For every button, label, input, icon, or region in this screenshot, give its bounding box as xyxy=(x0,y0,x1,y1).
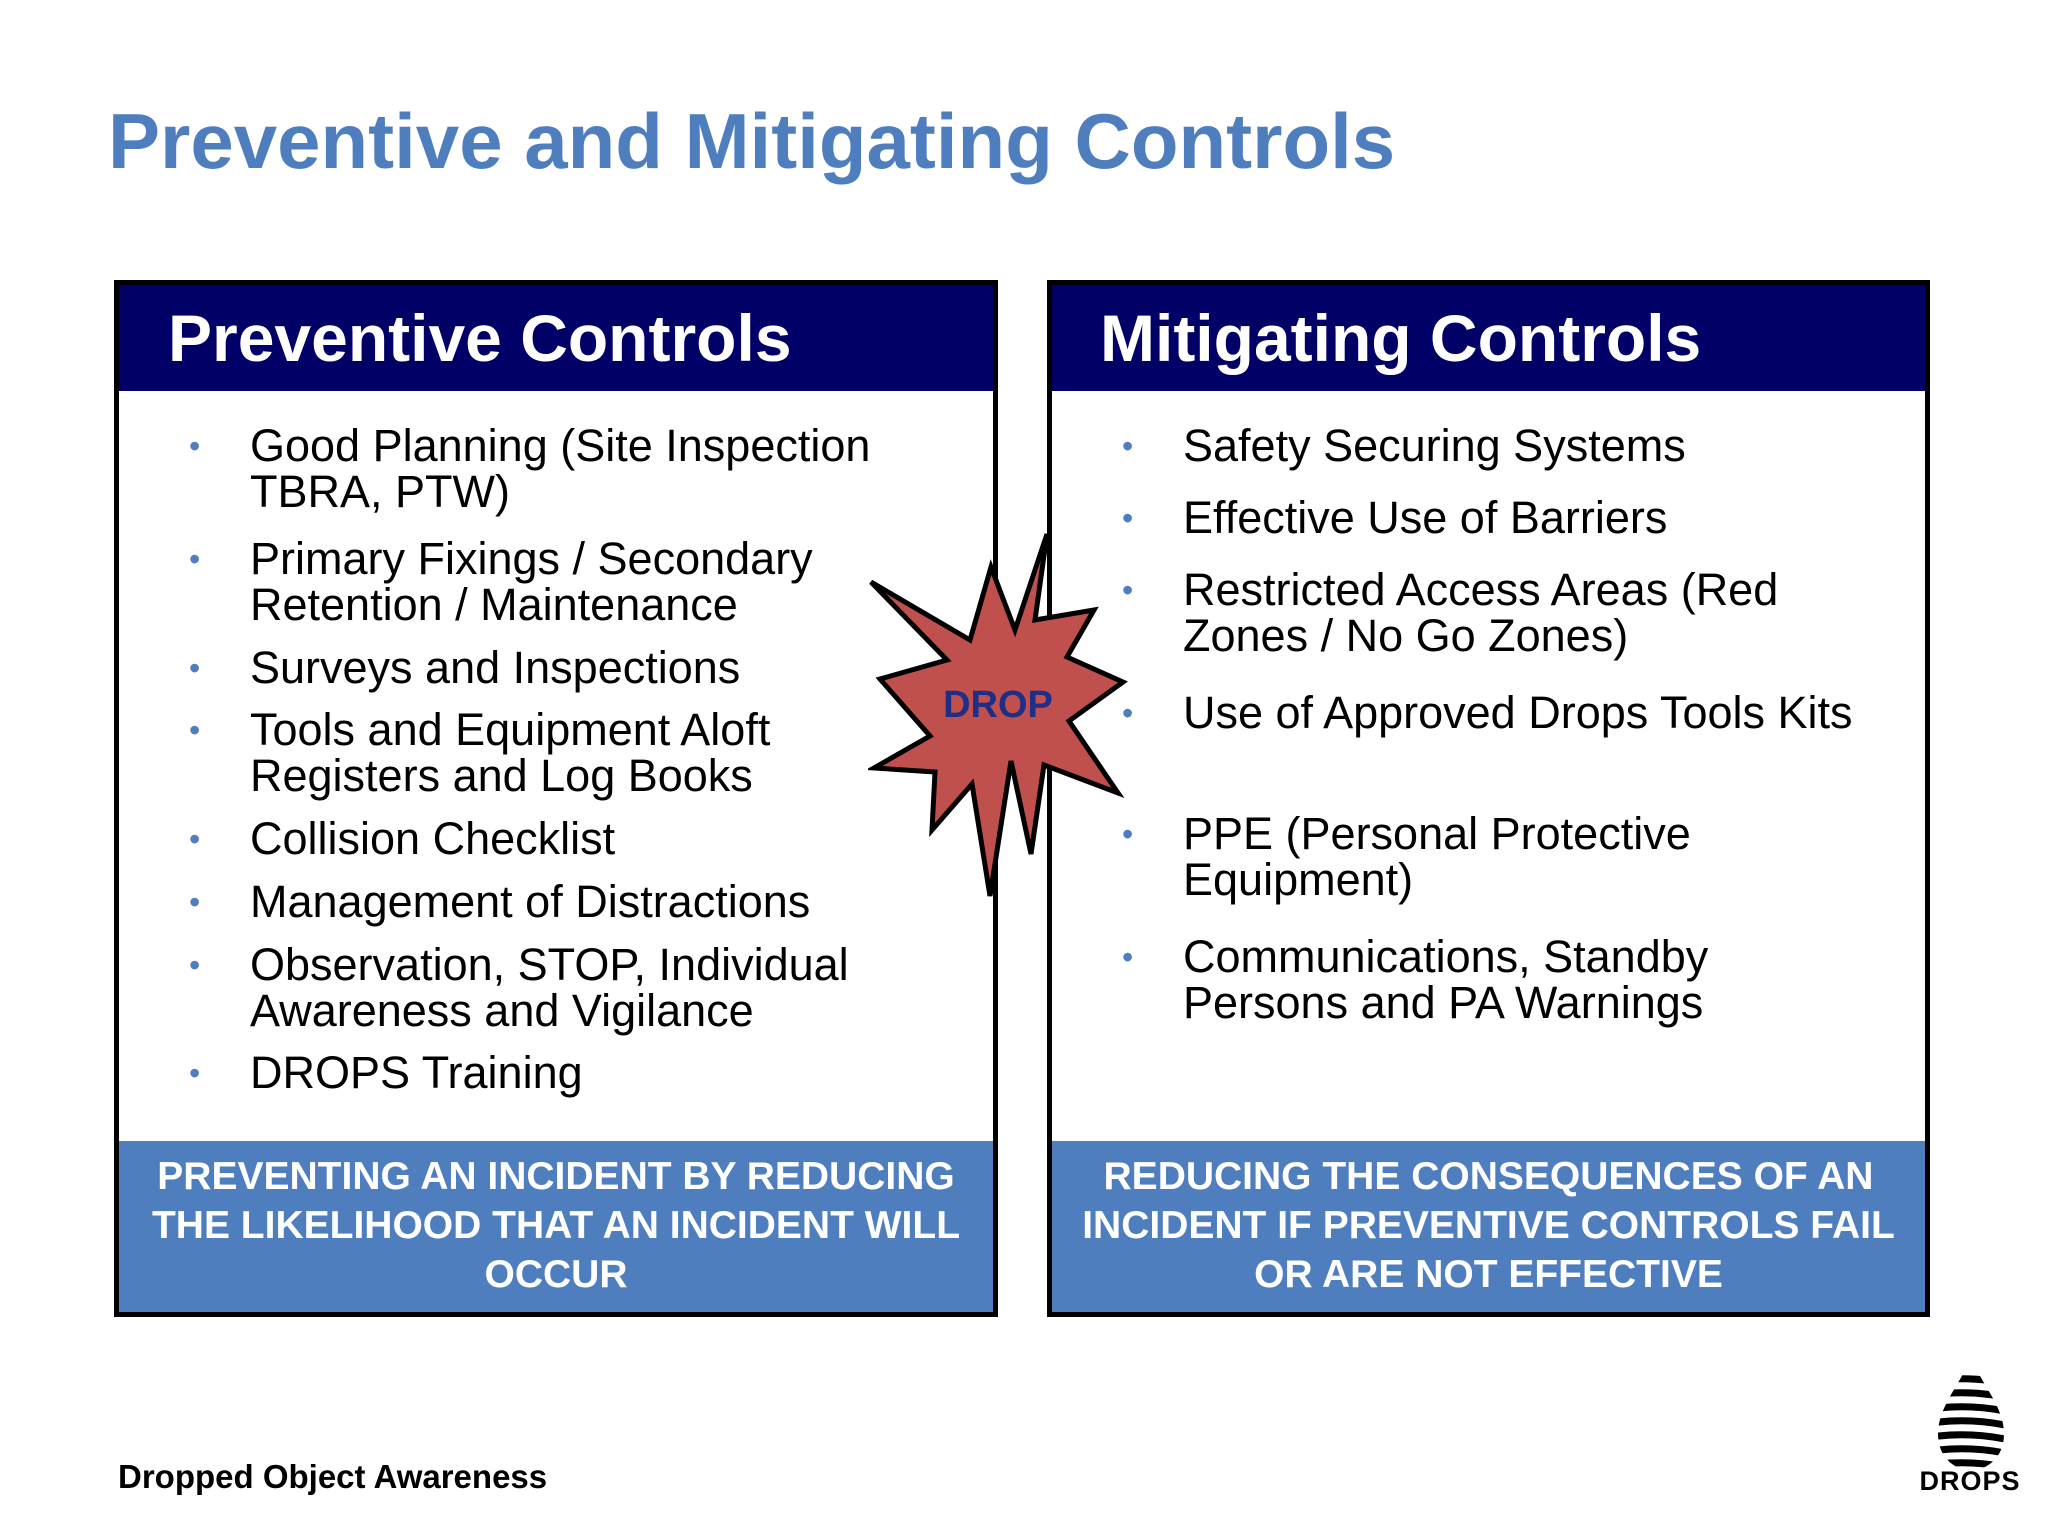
list-item xyxy=(189,533,953,630)
bullet-icon: • xyxy=(189,650,201,686)
list-item xyxy=(1122,687,1885,738)
bullet-icon: • xyxy=(189,1055,201,1091)
list-item xyxy=(1122,931,1885,1028)
bullet-icon: • xyxy=(1122,695,1134,731)
bullet-icon: • xyxy=(1122,816,1134,852)
list-item xyxy=(1122,492,1885,543)
list-item-text: Primary Fixings / Secondary Retention / Maintenance xyxy=(250,533,813,630)
list-item xyxy=(189,704,953,801)
burst-label: DROP xyxy=(943,684,1053,726)
preventive-controls-heading: Preventive Controls xyxy=(119,285,993,391)
mitigating-controls-list xyxy=(1052,391,1925,1141)
list-item-text: Restricted Access Areas (Red Zones / No Go Zones) xyxy=(1183,564,1779,661)
droplet-icon xyxy=(1904,1352,2038,1482)
list-item xyxy=(1122,808,1885,905)
preventive-controls-list xyxy=(119,391,993,1141)
preventive-controls-panel xyxy=(114,280,998,1317)
list-item-text: Management of Distractions xyxy=(250,876,811,927)
bullet-icon: • xyxy=(1122,500,1134,536)
preventive-summary: PREVENTING AN INCIDENT BY REDUCING THE LIKELIHOOD THAT AN INCIDENT WILL OCCUR xyxy=(119,1141,993,1312)
list-item-text: Surveys and Inspections xyxy=(250,642,741,693)
footer-text: Dropped Object Awareness xyxy=(118,1458,548,1495)
bullet-icon: • xyxy=(189,947,201,983)
bullet-icon: • xyxy=(189,712,201,748)
list-item-text: DROPS Training xyxy=(250,1047,583,1098)
bullet-icon: • xyxy=(1122,428,1134,464)
list-item-text: Good Planning (Site Inspection TBRA, PTW) xyxy=(250,420,871,517)
bullet-icon: • xyxy=(189,884,201,920)
list-item-text: Collision Checklist xyxy=(250,813,616,864)
bullet-icon: • xyxy=(189,428,201,464)
logo-text: DROPS xyxy=(1919,1466,2021,1496)
list-item-text: Communications, Standby Persons and PA Warnings xyxy=(1183,931,1709,1028)
list-item-text: PPE (Personal Protective Equipment) xyxy=(1183,808,1691,905)
list-item xyxy=(189,1047,953,1098)
bullet-icon: • xyxy=(1122,572,1134,608)
list-item xyxy=(1122,564,1885,661)
bullet-icon: • xyxy=(1122,939,1134,975)
list-item-text: Use of Approved Drops Tools Kits xyxy=(1183,687,1853,738)
list-item-text: Safety Securing Systems xyxy=(1183,420,1686,471)
slide-title: Preventive and Mitigating Controls xyxy=(108,97,1396,185)
list-item-text: Tools and Equipment Aloft Registers and Log Books xyxy=(250,704,771,801)
list-item xyxy=(189,939,953,1036)
list-item xyxy=(189,876,953,927)
mitigating-summary: REDUCING THE CONSEQUENCES OF AN INCIDENT IF PREVENTIVE CONTROLS FAIL OR ARE NOT EFFECTIVE xyxy=(1052,1141,1925,1312)
mitigating-controls-heading: Mitigating Controls xyxy=(1052,285,1925,391)
list-item xyxy=(189,642,953,693)
mitigating-controls-panel xyxy=(1047,280,1930,1317)
bullet-icon: • xyxy=(189,821,201,857)
bullet-icon: • xyxy=(189,541,201,577)
list-item xyxy=(1122,420,1885,471)
list-item-text: Effective Use of Barriers xyxy=(1183,492,1668,543)
list-item xyxy=(189,420,953,517)
list-item xyxy=(189,813,953,864)
list-item-text: Observation, STOP, Individual Awareness and Vigilance xyxy=(250,939,849,1036)
